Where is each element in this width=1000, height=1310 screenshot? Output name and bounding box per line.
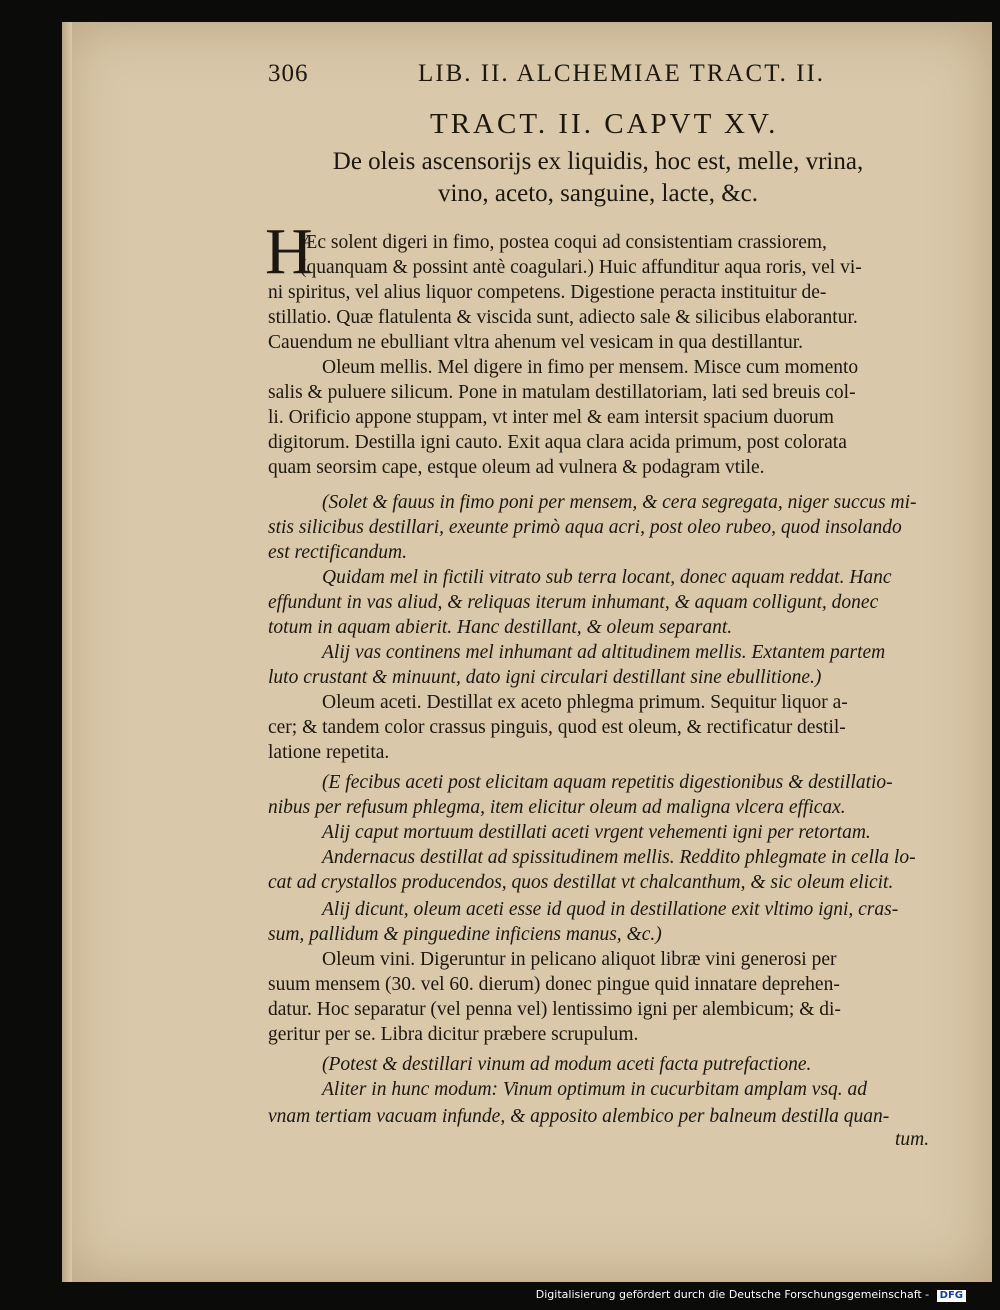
chapter-title: TRACT. II. CAPVT XV.	[430, 108, 779, 140]
text-line: vnam tertiam vacuam infunde, & apposito alembico per balneum destilla quan-	[268, 1106, 890, 1127]
text-line: stis silicibus destillari, exeunte primò aqua acri, post oleo rubeo, quod insolando	[268, 517, 902, 538]
chapter-subtitle-line-2: vino, aceto, sanguine, lacte, &c.	[437, 180, 759, 207]
text-line: Quidam mel in fictili vitrato sub terra locant, donec aquam reddat. Hanc	[322, 567, 892, 588]
running-title: LIB. II. ALCHEMIAE TRACT. II.	[418, 60, 826, 87]
text-line: Alij vas continens mel inhumant ad altitudinem mellis. Extantem partem	[322, 642, 886, 663]
text-line: tum.	[895, 1129, 930, 1150]
text-line: effundunt in vas aliud, & reliquas iterum inhumant, & aquam colligunt, donec	[268, 592, 879, 613]
text-line: Oleum aceti. Destillat ex aceto phlegma primum. Sequitur liquor a-	[322, 692, 848, 713]
text-line: geritur per se. Libra dicitur præbere scrupulum.	[268, 1024, 639, 1045]
text-line: (Potest & destillari vinum ad modum aceti facta putrefactione.	[322, 1054, 812, 1075]
text-line: luto crustant & minuunt, dato igni circulari destillant sine ebullitione.)	[268, 667, 822, 688]
drop-cap-initial: H	[265, 215, 313, 288]
text-line: stillatio. Quæ flatulenta & viscida sunt, adiecto sale & silicibus elaborantur.	[268, 307, 858, 328]
text-line: Cauendum ne ebulliant vltra ahenum vel vesicam in qua destillantur.	[268, 332, 804, 353]
text-line: nibus per refusum phlegma, item elicitur oleum ad maligna vlcera efficax.	[268, 797, 846, 818]
text-line: li. Orificio appone stuppam, vt inter mel & eam intersit spacium duorum	[268, 407, 834, 428]
text-line: (E fecibus aceti post elicitam aquam repetitis digestionibus & destillatio-	[322, 772, 893, 793]
text-line: suum mensem (30. vel 60. dierum) donec pingue quid innatare deprehen-	[268, 974, 840, 995]
text-line: datur. Hoc separatur (vel penna vel) lentissimo igni per alembicum; & di-	[268, 999, 841, 1020]
text-line: quam seorsim cape, estque oleum ad vulnera & podagram vtile.	[268, 457, 765, 478]
chapter-subtitle-line-1: De oleis ascensorijs ex liquidis, hoc est, melle, vrina,	[332, 148, 864, 175]
text-line: latione repetita.	[268, 742, 390, 763]
page-number: 306	[268, 60, 309, 87]
text-line: sum, pallidum & pinguedine inficiens manus, &c.)	[268, 924, 662, 945]
text-line: Æc solent digeri in fimo, postea coqui ad consistentiam crassiorem,	[300, 232, 827, 253]
text-line: Oleum vini. Digeruntur in pelicano aliquot libræ vini generosi per	[322, 949, 837, 970]
digitization-footer	[536, 1288, 966, 1302]
text-line: est rectificandum.	[268, 542, 407, 563]
text-line: cer; & tandem color crassus pinguis, quod est oleum, & rectificatur destil-	[268, 717, 846, 738]
text-line: (quanquam & possint antè coagulari.) Huic affunditur aqua roris, vel vi-	[300, 257, 862, 278]
text-line: digitorum. Destilla igni cauto. Exit aqua clara acida primum, post colorata	[268, 432, 847, 453]
text-line: Alij caput mortuum destillati aceti vrgent vehementi igni per retortam.	[322, 822, 871, 843]
page-gutter-shadow	[62, 22, 72, 1282]
text-line: cat ad crystallos producendos, quos destillat vt chalcanthum, & sic oleum elicit.	[268, 872, 894, 893]
text-line: salis & puluere silicum. Pone in matulam destillatoriam, lati sed breuis col-	[268, 382, 856, 403]
text-line: Alij dicunt, oleum aceti esse id quod in destillatione exit vltimo igni, cras-	[322, 899, 899, 920]
dfg-logo: DFG	[937, 1290, 966, 1302]
text-line: Andernacus destillat ad spissitudinem mellis. Reddito phlegmate in cella lo-	[322, 847, 916, 868]
text-line: ni spiritus, vel alius liquor competens. Digestione peracta instituitur de-	[268, 282, 827, 303]
footer-text: Digitalisierung gefördert durch die Deutsche Forschungsgemeinschaft -	[535, 1288, 930, 1301]
text-line: Oleum mellis. Mel digere in fimo per mensem. Misce cum momento	[322, 357, 859, 378]
text-line: (Solet & fauus in fimo poni per mensem, & cera segregata, niger succus mi-	[322, 492, 917, 513]
text-line: Aliter in hunc modum: Vinum optimum in cucurbitam amplam vsq. ad	[322, 1079, 868, 1100]
text-line: totum in aquam abierit. Hanc destillant, & oleum separant.	[268, 617, 733, 638]
